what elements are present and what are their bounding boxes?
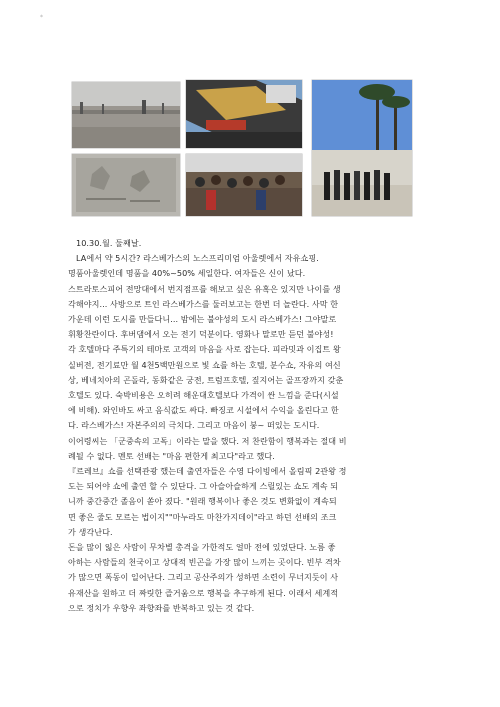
photo-collage bbox=[0, 0, 500, 230]
photo-tropicana bbox=[186, 80, 302, 148]
diary-line: LA에서 약 5시간? 라스베가스의 노스프리미엄 아울렛에서 자유쇼핑. bbox=[76, 253, 319, 264]
diary-line: 휘황찬란이다. 후버댐에서 오는 전기 덕분이다. 영화나 말로만 듣던 불야성! bbox=[68, 329, 334, 340]
diary-text bbox=[68, 236, 424, 616]
photo-group bbox=[312, 154, 412, 216]
diary-line: 이어령씨는 「군중속의 고독」이라는 말을 했다. 저 찬란함이 행복과는 절대 비 bbox=[68, 435, 347, 446]
diary-line: 가운데 이런 도시를 만들다니... 밤에는 불야성의 도시 라스베가스! 그야말로 bbox=[68, 314, 337, 325]
diary-line: 유재산을 원하고 더 짜릿한 즐거움으로 행복을 추구하게 된다. 이래서 세계적 bbox=[68, 587, 339, 598]
diary-line: 가 많으면 폭동이 일어난다. 그리고 공산주의가 성하면 소련이 무너지듯이 사 bbox=[68, 572, 339, 583]
diary-line: 면 좋은 줄도 모르는 법이지""마누라도 마찬가지데이"라고 하던 선배의 조크 bbox=[68, 511, 337, 522]
diary-line: 도는 되어야 쇼에 출연 할 수 있단다. 그 아슬아슬하게 스릴있는 쇼도 계속 되 bbox=[68, 481, 339, 492]
diary-line: 례될 수 없다. 멘토 선배는 "마음 편한게 최고다"라고 했다. bbox=[68, 450, 275, 461]
diary-line: 명품아울렛인데 명품을 40%~50% 세일한다. 여자들은 신이 났다. bbox=[68, 268, 306, 279]
diary-line: 가 생각난다. bbox=[68, 526, 113, 537]
corner-mark: * bbox=[40, 14, 43, 21]
photo-beach bbox=[72, 82, 180, 148]
diary-line: 10.30.월. 둘째날. bbox=[76, 238, 142, 248]
diary-line: 각해야지... 사방으로 트인 라스베가스를 둘러보고는 한번 더 놀란다. 사막 한 bbox=[68, 298, 339, 309]
photo-crowd bbox=[186, 154, 302, 216]
diary-line: 상, 베네치아의 곤돌라, 동화같은 궁전, 트럼프호텔, 짚지어는 골프장까지 갖춘 bbox=[68, 374, 344, 385]
diary-line: 실버전, 전기료만 월 4천5백만원으로 빛 쇼를 하는 호텔, 분수쇼, 자유의 여신 bbox=[68, 359, 341, 370]
diary-line: 니까 중간중간 졸음이 쏟아 졌다. "원래 행복이나 좋은 것도 변화없이 계속되 bbox=[68, 496, 337, 507]
diary-line: 에 비해). 와인바도 싸고 음식값도 싸다. 빠징코 시설에서 수익을 올린다고 한 bbox=[68, 405, 339, 416]
diary-line: 호텔도 있다. 숙박비용은 오히려 해운대호텔보다 가격이 싼 느낌을 준다(시설 bbox=[68, 390, 339, 401]
diary-line: 다. 라스베가스! 자본주의의 극치다. 그리고 마음이 붕~ 떠있는 도시다. bbox=[68, 420, 320, 431]
diary-line: 『르레브』쇼를 선택관광 했는데 출연자들은 수영 다이빙에서 올림픽 2관왕 정 bbox=[68, 466, 347, 477]
diary-line: 아하는 사람들의 천국이고 상대적 빈곤을 가장 많이 느끼는 곳이다. 빈부 격차 bbox=[68, 557, 341, 568]
diary-line: 돈을 많이 잃은 사람이 무차별 총격을 가한적도 얼마 전에 있었단다. 노름 좋 bbox=[68, 542, 336, 553]
diary-line: 스트라토스피어 전망대에서 번지점프를 해보고 싶은 유혹은 있지만 나이를 생 bbox=[68, 283, 341, 294]
diary-line: 으로 정치가 우향우 좌향좌를 반복하고 있는 것 같다. bbox=[68, 602, 255, 613]
photo-handprints bbox=[72, 154, 180, 216]
diary-line: 각 호텔마다 주특기의 테마로 고객의 마음을 사로 잡는다. 피라밋과 이집트 왕 bbox=[68, 344, 341, 355]
